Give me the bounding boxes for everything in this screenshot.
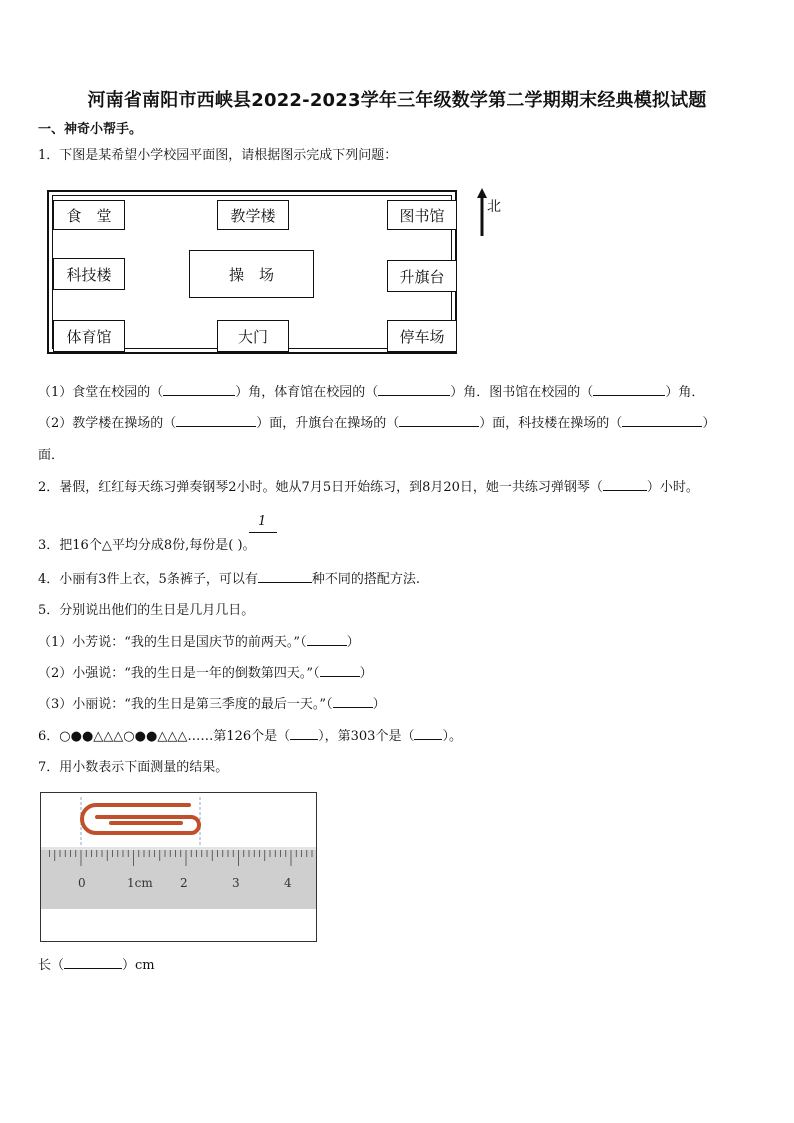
section-heading: 一、神奇小帮手。 — [38, 122, 143, 137]
text-segment: 4．小丽有3件上衣，5条裤子，可以有 — [38, 572, 258, 587]
map-playground: 操 场 — [189, 250, 314, 298]
answer-blank[interactable] — [320, 676, 360, 677]
text-segment: 长（ — [38, 958, 65, 973]
text-segment: 平均分成8份,每份是 — [111, 538, 229, 553]
text-segment: ）面，科技楼在操场的（ — [479, 416, 623, 431]
text-segment: ），第303个是（ — [318, 729, 415, 744]
question-4 — [38, 571, 420, 589]
text-segment: ）cm — [122, 958, 155, 973]
fraction-bar — [249, 532, 277, 533]
text-segment: ）角．图书馆在校园的（ — [450, 385, 594, 400]
campus-map — [47, 190, 457, 354]
text-segment: （2）教学楼在操场的（ — [38, 416, 177, 431]
map-room-science-building: 科技楼 — [53, 258, 125, 290]
answer-blank[interactable] — [622, 426, 702, 427]
text-segment: 3．把16个 — [38, 538, 102, 553]
map-room-gym: 体育馆 — [53, 320, 125, 352]
map-room-gate: 大门 — [217, 320, 289, 352]
question-5-part-2 — [38, 665, 373, 683]
text-segment: ）面，升旗台在操场的（ — [256, 416, 400, 431]
triangle-icon: △ — [101, 538, 112, 553]
fraction-denominator-blank[interactable]: ( ) — [228, 538, 243, 553]
ruler-label-1cm: 1cm — [127, 876, 153, 890]
text-segment: ） — [372, 697, 386, 712]
answer-blank[interactable] — [603, 490, 647, 491]
answer-blank[interactable] — [258, 582, 312, 583]
ruler-label-0: 0 — [78, 876, 86, 890]
question-3 — [38, 537, 256, 555]
question-6 — [38, 728, 462, 746]
answer-blank[interactable] — [378, 395, 450, 396]
text-segment: 6．○●●△△△○●●△△△……第126个是（ — [38, 729, 291, 744]
answer-blank[interactable] — [290, 739, 318, 740]
question-1-part-2-continued: 面． — [38, 448, 65, 463]
answer-blank[interactable] — [333, 707, 373, 708]
answer-blank[interactable] — [176, 426, 256, 427]
ruler-label-3: 3 — [232, 876, 240, 890]
question-5-stem: 5．分别说出他们的生日是几月几日。 — [38, 603, 255, 618]
ruler-photo-image — [41, 793, 317, 942]
text-segment: ） — [702, 416, 716, 431]
text-segment: （2）小强说：“我的生日是一年的倒数第四天。”（ — [38, 666, 320, 681]
question-7-stem: 7．用小数表示下面测量的结果。 — [38, 760, 229, 775]
map-room-flag-platform: 升旗台 — [387, 260, 457, 292]
text-segment: （1）小芳说：“我的生日是国庆节的前两天。”（ — [38, 635, 307, 650]
north-label: 北 — [487, 199, 501, 215]
answer-blank[interactable] — [414, 739, 442, 740]
map-room-canteen: 食 堂 — [53, 200, 125, 230]
text-segment: 。 — [242, 538, 256, 553]
answer-blank[interactable] — [307, 645, 347, 646]
question-2 — [38, 479, 699, 497]
text-segment: ） — [346, 635, 360, 650]
ruler-photo — [40, 792, 317, 942]
answer-blank[interactable] — [399, 426, 479, 427]
text-segment: ）。 — [442, 729, 462, 744]
text-segment: 种不同的搭配方法. — [311, 572, 420, 587]
text-segment: ） — [359, 666, 373, 681]
text-segment: ）角，体育馆在校园的（ — [235, 385, 379, 400]
question-7-answer — [38, 957, 155, 975]
text-segment: ）小时。 — [646, 480, 699, 495]
question-1-part-1 — [38, 384, 704, 402]
map-room-library: 图书馆 — [387, 200, 457, 230]
fraction-numerator: 1 — [258, 514, 267, 529]
ruler-label-4: 4 — [284, 876, 292, 890]
answer-blank[interactable] — [163, 395, 235, 396]
text-segment: （1）食堂在校园的（ — [38, 385, 164, 400]
map-room-teaching-building: 教学楼 — [217, 200, 289, 230]
answer-blank[interactable] — [593, 395, 665, 396]
question-5-part-3 — [38, 696, 386, 714]
text-segment: 2．暑假，红红每天练习弹奏钢琴2小时。她从7月5日开始练习，到8月20日，她一共练习弹钢琴（ — [38, 480, 603, 495]
question-5-part-1 — [38, 634, 360, 652]
text-segment: ）角． — [665, 385, 705, 400]
question-1-part-2 — [38, 415, 715, 433]
ruler-label-2: 2 — [180, 876, 188, 890]
text-segment: （3）小丽说：“我的生日是第三季度的最后一天。”（ — [38, 697, 333, 712]
question-1-stem: 1．下图是某希望小学校园平面图，请根据图示完成下列问题： — [38, 148, 398, 163]
page-title: 河南省南阳市西峡县2022-2023学年三年级数学第二学期期末经典模拟试题 — [87, 90, 707, 111]
map-room-parking: 停车场 — [387, 320, 457, 352]
answer-blank[interactable] — [64, 968, 122, 969]
